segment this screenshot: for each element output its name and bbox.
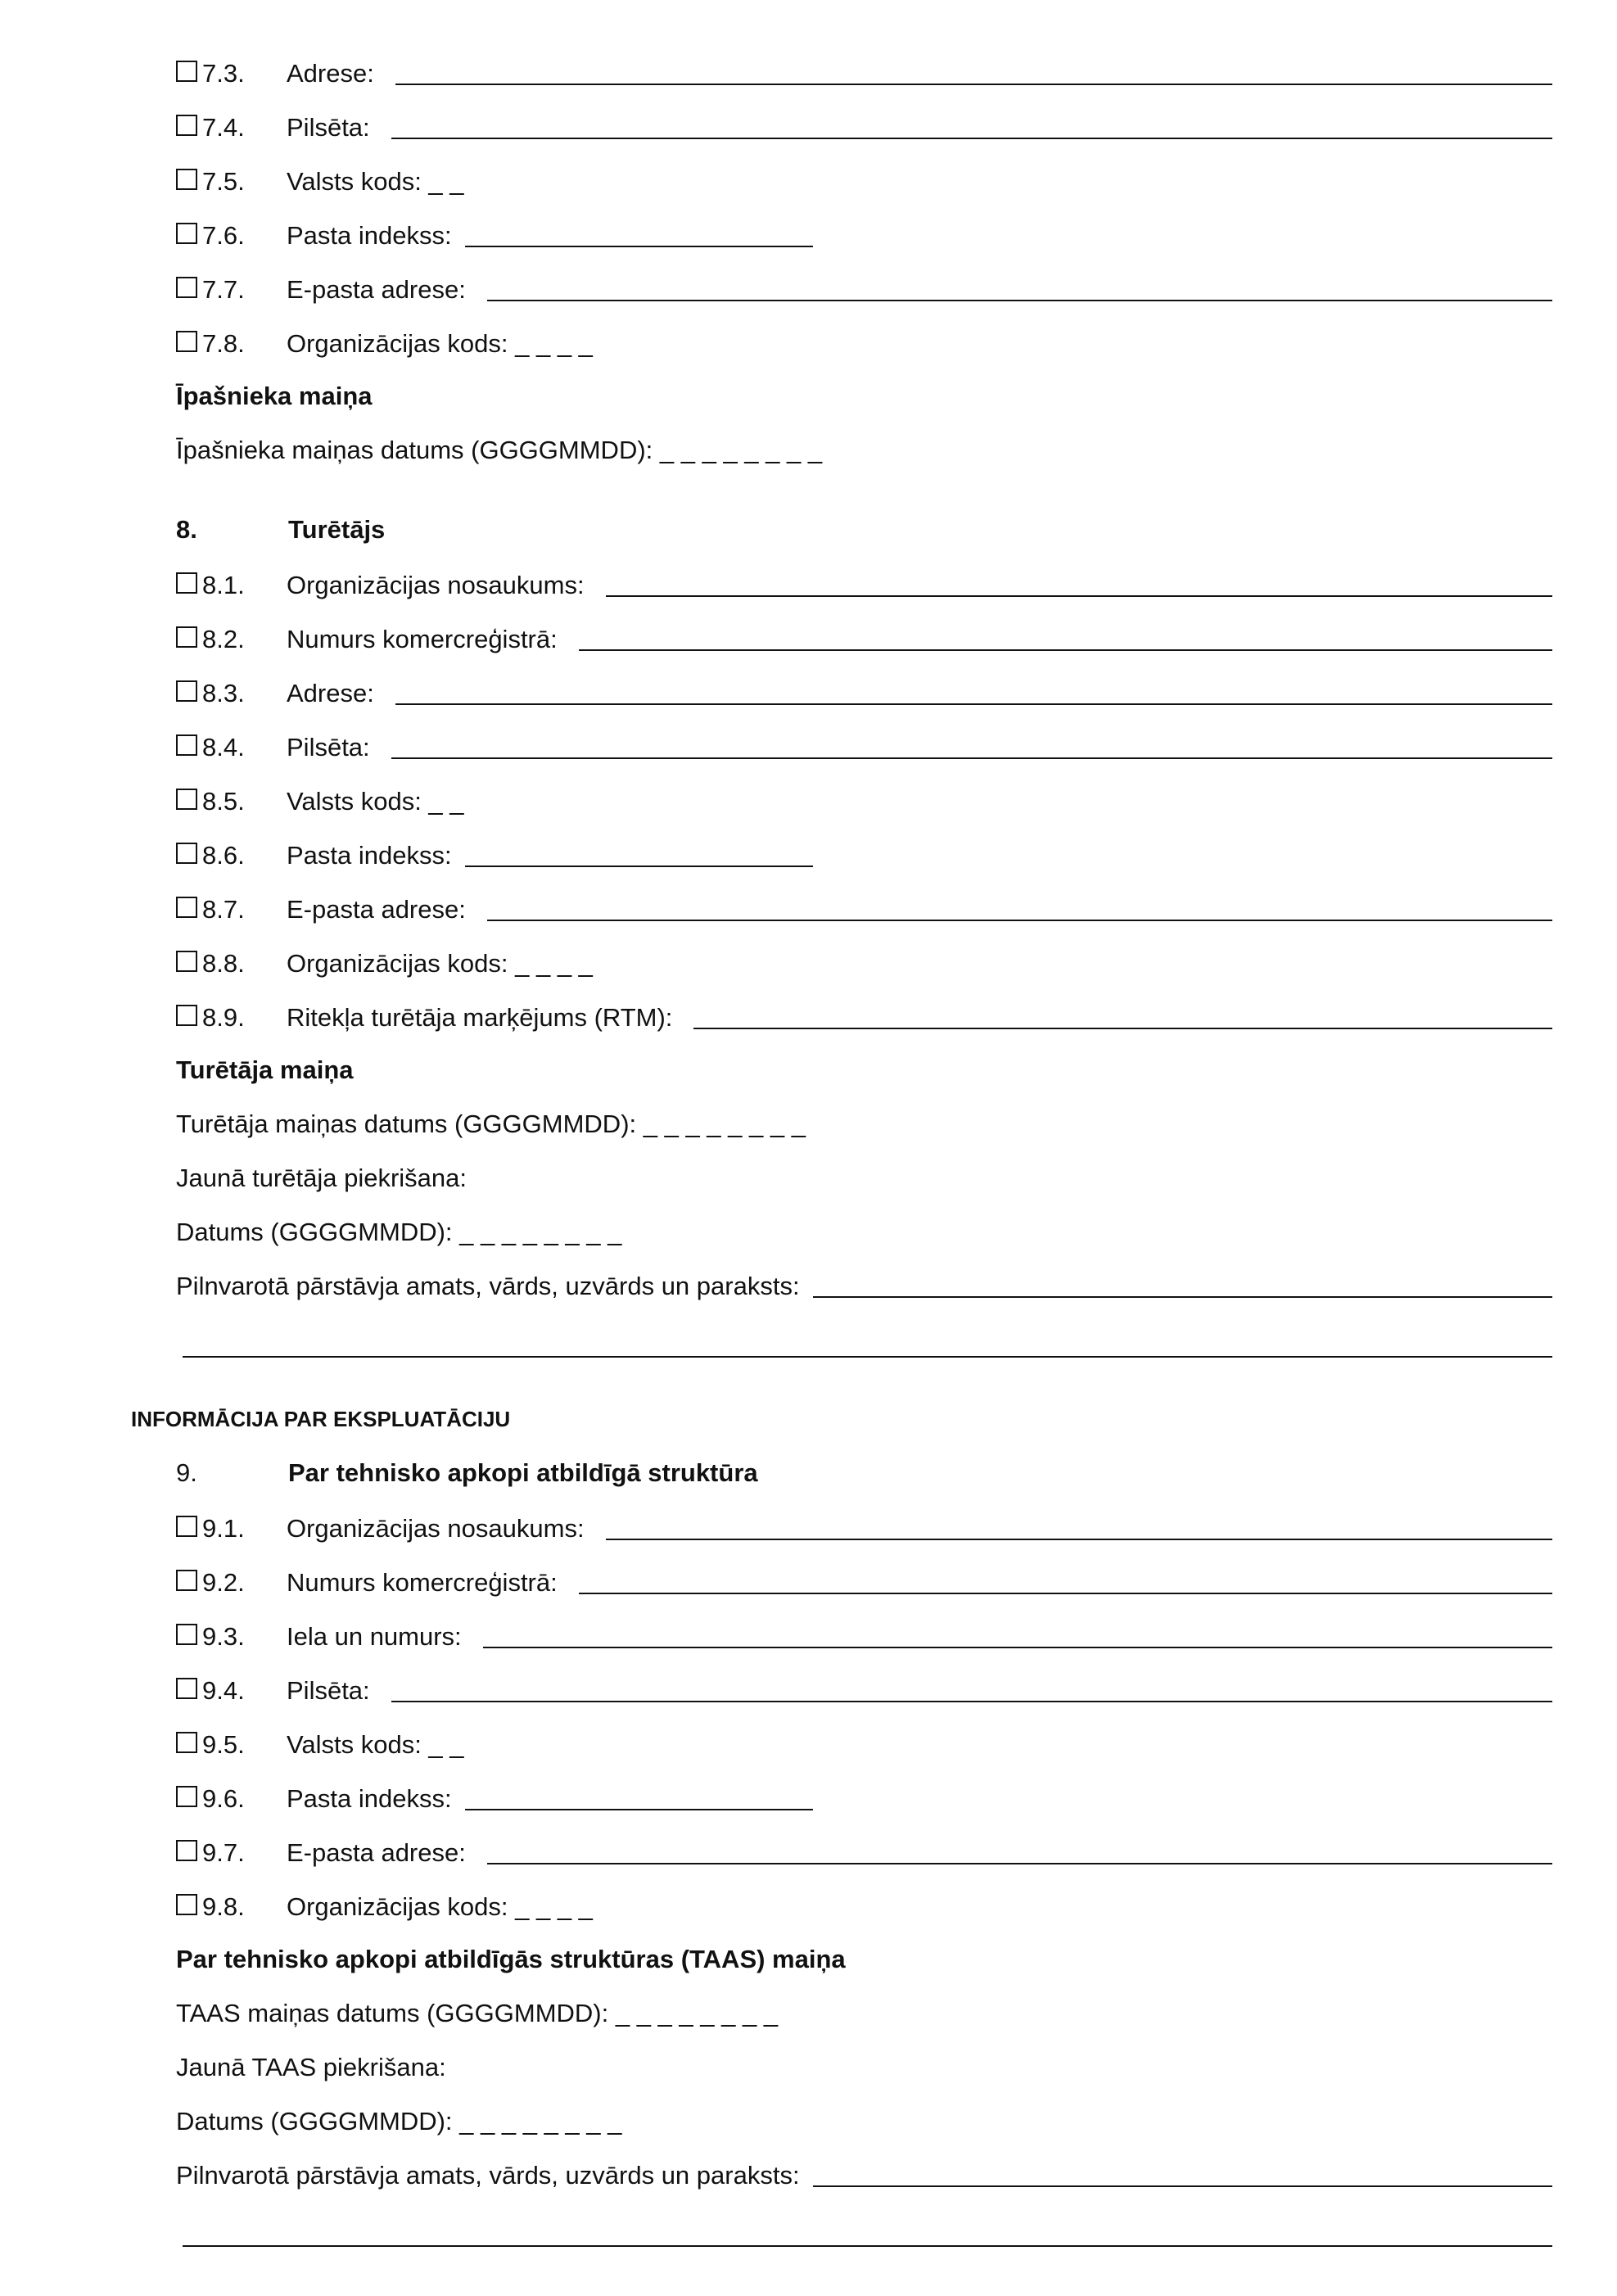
section-title: Par tehnisko apkopi atbildīgā struktūra [288, 1458, 758, 1487]
form-row-9-5 [176, 1727, 1552, 1760]
field-label: Iela un numurs: [287, 1622, 462, 1651]
item-number: 9.6. [202, 1784, 245, 1813]
organisation-code-field[interactable]: Organizācijas kods: _ _ _ _ [287, 949, 593, 978]
consent-date-field[interactable]: Datums (GGGGMMDD): _ _ _ _ _ _ _ _ [176, 1218, 622, 1246]
keeper-change-date-field[interactable]: Turētāja maiņas datums (GGGGMMDD): _ _ _ _ _ _ _ _ [176, 1110, 806, 1138]
section-heading: Par tehnisko apkopi atbildīgās struktūras (TAAS) maiņa [176, 1945, 846, 1973]
signature-field[interactable] [813, 2185, 1552, 2187]
field-label: Organizācijas nosaukums: [287, 571, 585, 599]
section-heading: Īpašnieka maiņa [176, 382, 373, 410]
checkbox[interactable] [176, 843, 197, 864]
form-row-8-8 [176, 946, 1552, 979]
item-number: 8.3. [202, 679, 245, 707]
field-label: Pilnvarotā pārstāvja amats, vārds, uzvārds un paraksts: [176, 1272, 800, 1300]
checkbox[interactable] [176, 1516, 197, 1537]
postcode-field[interactable] [465, 1808, 813, 1810]
section-8-heading [176, 512, 1552, 545]
item-number: 8.6. [202, 841, 245, 870]
checkbox[interactable] [176, 626, 197, 648]
section-9-heading [176, 1455, 1552, 1488]
item-number: 7.4. [202, 113, 245, 142]
keeper-consent-date-row [176, 1214, 1552, 1247]
email-field[interactable] [487, 1862, 1552, 1864]
ecm-change-heading-row [176, 1941, 1552, 1974]
country-code-field[interactable]: Valsts kods: _ _ [287, 787, 464, 816]
item-number: 9.2. [202, 1568, 245, 1597]
street-field[interactable] [483, 1646, 1552, 1648]
owner-change-date-row [176, 432, 1552, 465]
checkbox[interactable] [176, 331, 197, 352]
item-number: 9.8. [202, 1892, 245, 1921]
owner-change-date-field[interactable]: Īpašnieka maiņas datums (GGGGMMDD): _ _ _ _ _ _ _ _ [176, 436, 823, 464]
form-row-7-4 [176, 110, 1552, 142]
ecm-consent-row [176, 2050, 1552, 2082]
ecm-signature-row [176, 2158, 1552, 2190]
form-row-9-2 [176, 1565, 1552, 1598]
field-label: Pilsēta: [287, 113, 370, 142]
item-number: 8.2. [202, 625, 245, 653]
organisation-name-field[interactable] [606, 594, 1552, 597]
section-number: 9. [176, 1458, 197, 1487]
city-field[interactable] [391, 1700, 1552, 1702]
organisation-code-field[interactable]: Organizācijas kods: _ _ _ _ [287, 1892, 593, 1921]
item-number: 9.7. [202, 1838, 245, 1867]
consent-date-field[interactable]: Datums (GGGGMMDD): _ _ _ _ _ _ _ _ [176, 2107, 622, 2136]
checkbox[interactable] [176, 1678, 197, 1699]
keeper-change-date-row [176, 1106, 1552, 1139]
field-label: E-pasta adrese: [287, 1838, 466, 1867]
item-number: 8.1. [202, 571, 245, 599]
form-row-8-2 [176, 621, 1552, 654]
section-number: 8. [176, 515, 197, 544]
form-row-8-6 [176, 838, 1552, 870]
item-number: 8.9. [202, 1003, 245, 1032]
keeper-signature-row [176, 1268, 1552, 1301]
checkbox[interactable] [176, 1732, 197, 1753]
checkbox[interactable] [176, 1624, 197, 1645]
form-row-7-8 [176, 326, 1552, 359]
form-row-8-1 [176, 567, 1552, 600]
item-number: 9.5. [202, 1730, 245, 1759]
ecm-change-date-field[interactable]: TAAS maiņas datums (GGGGMMDD): _ _ _ _ _ _ _ _ [176, 1999, 779, 2027]
country-code-field[interactable]: Valsts kods: _ _ [287, 1730, 464, 1759]
organisation-code-field[interactable]: Organizācijas kods: _ _ _ _ [287, 329, 593, 358]
field-label: Ritekļa turētāja marķējums (RTM): [287, 1003, 673, 1032]
registry-number-field[interactable] [579, 1592, 1552, 1594]
checkbox[interactable] [176, 277, 197, 298]
checkbox[interactable] [176, 897, 197, 918]
form-row-9-6 [176, 1781, 1552, 1814]
item-number: 7.3. [202, 59, 245, 88]
item-number: 8.8. [202, 949, 245, 978]
field-label: E-pasta adrese: [287, 895, 466, 924]
city-field[interactable] [391, 137, 1552, 139]
country-code-field[interactable]: Valsts kods: _ _ [287, 167, 464, 196]
section-heading: Turētāja maiņa [176, 1055, 354, 1084]
form-row-7-7 [176, 272, 1552, 305]
city-field[interactable] [391, 757, 1552, 759]
form-row-9-1 [176, 1511, 1552, 1543]
keeper-change-heading-row [176, 1052, 1552, 1085]
checkbox[interactable] [176, 1786, 197, 1807]
field-label: Pasta indekss: [287, 841, 452, 870]
organisation-name-field[interactable] [606, 1538, 1552, 1540]
address-field[interactable] [395, 703, 1552, 705]
checkbox[interactable] [176, 1894, 197, 1915]
checkbox[interactable] [176, 734, 197, 756]
checkbox[interactable] [176, 169, 197, 190]
ecm-change-date-row [176, 1995, 1552, 2028]
item-number: 7.5. [202, 167, 245, 196]
checkbox[interactable] [176, 115, 197, 136]
item-number: 8.5. [202, 787, 245, 816]
form-row-7-3 [176, 56, 1552, 88]
item-number: 7.6. [202, 221, 245, 250]
form-row-8-9 [176, 1000, 1552, 1033]
item-number: 8.7. [202, 895, 245, 924]
field-label: Pasta indekss: [287, 221, 452, 250]
field-label: Pasta indekss: [287, 1784, 452, 1813]
form-row-8-4 [176, 730, 1552, 762]
field-label: Numurs komercreģistrā: [287, 1568, 558, 1597]
checkbox[interactable] [176, 1005, 197, 1026]
form-row-7-6 [176, 218, 1552, 251]
field-label: Organizācijas nosaukums: [287, 1514, 585, 1543]
field-label: Adrese: [287, 679, 374, 707]
owner-change-heading-row [176, 378, 1552, 411]
checkbox[interactable] [176, 789, 197, 810]
checkbox[interactable] [176, 951, 197, 972]
checkbox[interactable] [176, 572, 197, 594]
keeper-consent-row [176, 1160, 1552, 1193]
signature-continuation-line[interactable] [183, 2244, 1552, 2247]
checkbox[interactable] [176, 61, 197, 82]
form-row-8-3 [176, 676, 1552, 708]
registry-number-field[interactable] [579, 649, 1552, 651]
section-title: Turētājs [288, 515, 386, 544]
checkbox[interactable] [176, 1840, 197, 1861]
signature-field[interactable] [813, 1295, 1552, 1298]
consent-label: Jaunā turētāja piekrišana: [176, 1164, 467, 1192]
item-number: 7.7. [202, 275, 245, 304]
field-label: Adrese: [287, 59, 374, 88]
keeper-marking-field[interactable] [693, 1027, 1552, 1029]
signature-continuation-line[interactable] [183, 1355, 1552, 1358]
item-number: 8.4. [202, 733, 245, 762]
form-row-9-4 [176, 1673, 1552, 1706]
form-row-9-8 [176, 1889, 1552, 1922]
item-number: 9.1. [202, 1514, 245, 1543]
postcode-field[interactable] [465, 245, 813, 247]
postcode-field[interactable] [465, 865, 813, 867]
checkbox[interactable] [176, 223, 197, 244]
field-label: Pilsēta: [287, 733, 370, 762]
checkbox[interactable] [176, 1570, 197, 1591]
field-label: Pilsēta: [287, 1676, 370, 1705]
item-number: 9.4. [202, 1676, 245, 1705]
consent-label: Jaunā TAAS piekrišana: [176, 2053, 446, 2081]
address-field[interactable] [395, 83, 1552, 85]
operations-heading: INFORMĀCIJA PAR EKSPLUATĀCIJU [131, 1407, 511, 1431]
email-field[interactable] [487, 919, 1552, 921]
form-row-9-7 [176, 1835, 1552, 1868]
item-number: 9.3. [202, 1622, 245, 1651]
form-row-7-5 [176, 164, 1552, 197]
item-number: 7.8. [202, 329, 245, 358]
field-label: Pilnvarotā pārstāvja amats, vārds, uzvārds un paraksts: [176, 2161, 800, 2190]
form-row-8-7 [176, 892, 1552, 924]
field-label: Numurs komercreģistrā: [287, 625, 558, 653]
email-field[interactable] [487, 299, 1552, 301]
form-row-8-5 [176, 784, 1552, 816]
form-row-9-3 [176, 1619, 1552, 1652]
field-label: E-pasta adrese: [287, 275, 466, 304]
ecm-consent-date-row [176, 2104, 1552, 2136]
checkbox[interactable] [176, 680, 197, 702]
